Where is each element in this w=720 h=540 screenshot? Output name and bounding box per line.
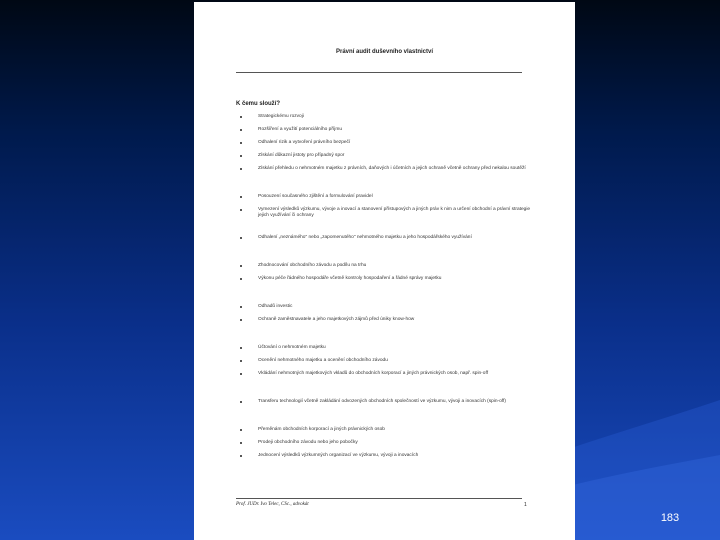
footer-page-number: 1	[524, 502, 527, 508]
bullet-icon	[240, 116, 242, 118]
bullet-icon	[240, 237, 242, 239]
list-item-text: Získání důkazní jistoty pro případný spor	[258, 153, 345, 158]
list-item	[236, 114, 532, 127]
list-item-text: Prodeji obchodního závodu nebo jeho pobočky	[258, 440, 358, 445]
bullet-icon	[240, 429, 242, 431]
list-item-text: Odhalení rizik a vytvoření právního bezpečí	[258, 140, 351, 145]
slide-number: 183	[660, 512, 680, 524]
list-item-text: Transferu technologií včetně zakládání odvozených obchodních společností ve výzkumu, vývoji a inovacích (spin-off)	[258, 399, 506, 404]
section-heading: K čemu slouží?	[236, 101, 281, 107]
list-item-text: Jednocení výsledků výzkumných organizací ve výzkumu, vývoji a inovacích	[258, 453, 419, 458]
bullet-icon	[240, 155, 242, 157]
list-item-text: Posouzení současného zjištění a formulování pravidel	[258, 194, 373, 199]
list-item-text: Rozšíření a využití potenciálního příjmu	[258, 127, 342, 132]
bullet-icon	[240, 347, 242, 349]
bullet-icon	[240, 373, 242, 375]
list-item	[236, 194, 532, 207]
list-item-text: Výkonu péče řádného hospodáře včetně kontroly hospodaření a řádné správy majetku	[258, 276, 442, 281]
document-title: Právní audit duševního vlastnictví	[335, 49, 434, 55]
bullet-icon	[240, 196, 242, 198]
list-item-text: Odhadů investic	[258, 304, 293, 309]
bullet-icon	[240, 142, 242, 144]
list-item	[236, 358, 532, 371]
list-item-text: Zhodnocování obchodního závodu a podílu na trhu	[258, 263, 367, 268]
list-item-text: Odhalení „neznámého" nebo „zapomenutého" nehmotného majetku a jeho hospodářského využívání	[258, 235, 472, 240]
purpose-list	[236, 114, 532, 466]
bullet-icon	[240, 168, 242, 170]
list-item-text: Účtování o nehmotném majetku	[258, 345, 326, 350]
bullet-icon	[240, 209, 242, 211]
list-item	[236, 427, 532, 440]
list-item	[236, 127, 532, 140]
list-item	[236, 166, 532, 194]
bullet-icon	[240, 455, 242, 457]
bullet-icon	[240, 360, 242, 362]
list-item	[236, 153, 532, 166]
list-item	[236, 399, 532, 427]
list-item-text: Ochraně zaměstnavatele a jeho majetkových zájmů před úniky know-how	[258, 317, 415, 322]
title-rule	[236, 72, 522, 73]
bullet-icon	[240, 306, 242, 308]
footer-rule	[236, 498, 522, 499]
list-item	[236, 371, 532, 399]
list-item	[236, 304, 532, 317]
list-item-text: Přeměnám obchodních korporací a jiných právnických osob	[258, 427, 385, 432]
list-item-text: Strategickému rozvoji	[258, 114, 304, 119]
document-page	[194, 2, 575, 540]
list-item-text: Získání přehledu o nehmotném majetku z právních, daňových i účetních a jejich ochraně včetně ochrany před nekalou soutěží	[258, 166, 526, 171]
list-item	[236, 263, 532, 276]
list-item	[236, 235, 532, 263]
list-item	[236, 276, 532, 304]
bullet-icon	[240, 129, 242, 131]
bullet-icon	[240, 319, 242, 321]
bullet-icon	[240, 401, 242, 403]
list-item-text: Vkládání nehmotných majetkových vkladů do obchodních korporací a jiných právnických osob, např. spin-off	[258, 371, 489, 376]
list-item	[236, 345, 532, 358]
bullet-icon	[240, 442, 242, 444]
list-item	[236, 140, 532, 153]
footer-author: Prof. JUDr. Ivo Telec, CSc., advokát	[236, 502, 309, 507]
list-item	[236, 207, 532, 235]
list-item	[236, 453, 532, 466]
list-item	[236, 317, 532, 345]
list-item-text: Ocenění nehmotného majetku a ocenění obchodního závodu	[258, 358, 388, 363]
list-item	[236, 440, 532, 453]
bullet-icon	[240, 278, 242, 280]
bullet-icon	[240, 265, 242, 267]
list-item-text: Vymezení výsledků výzkumu, vývoje a inovací a stanovení přístupových a jiných práv k nim a určení obchodní a právní strategie jejich využívání či ochrany	[258, 207, 531, 218]
